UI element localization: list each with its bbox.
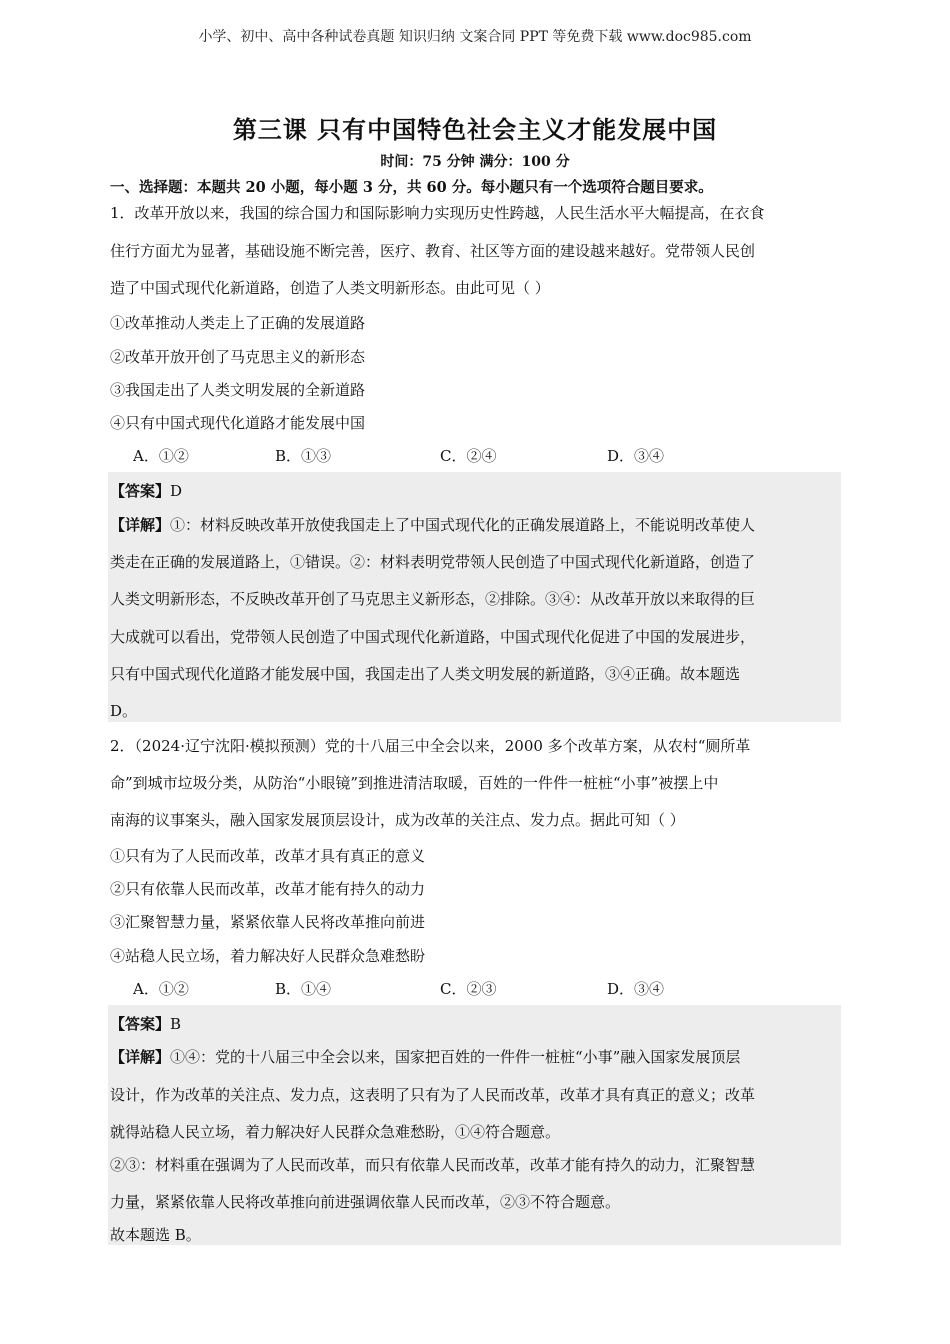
q1-option-b: B．①③ (275, 447, 332, 465)
q2-explanation-line: ②③：材料重在强调为了人民而改革，而只有依靠人民而改革，改革才能有持久的动力，汇聚智慧 (110, 1156, 756, 1174)
q2-explanation-line (110, 1046, 740, 1067)
q2-explanation-line: 就得站稳人民立场，着力解决好人民群众急难愁盼，①④符合题意。 (110, 1123, 561, 1141)
q2-statement: ③汇聚智慧力量，紧紧依靠人民将改革推向前进 (110, 913, 426, 931)
q1-explanation-line: D。 (110, 702, 138, 720)
q2-explanation-line: 故本题选 B。 (110, 1226, 201, 1244)
q1-explanation-text: ①：材料反映改革开放使我国走上了中国式现代化的正确发展道路上，不能说明改革使人 (170, 516, 756, 534)
q2-explanation-text: ①④：党的十八届三中全会以来，国家把百姓的一件件一桩桩“小事”融入国家发展顶层 (170, 1048, 741, 1066)
q2-option-d: D．③④ (607, 980, 665, 998)
q1-explanation-line: 大成就可以看出，党带领人民创造了中国式现代化新道路，中国式现代化促进了中国的发展进步， (110, 628, 756, 646)
q1-statement: ③我国走出了人类文明发展的全新道路 (110, 381, 366, 399)
q2-statement: ④站稳人民立场，着力解决好人民群众急难愁盼 (110, 947, 426, 965)
page-title: 第三课 只有中国特色社会主义才能发展中国 (232, 115, 718, 144)
q1-explain-label: 【详解】 (110, 516, 171, 534)
q2-option-b: B．①④ (275, 980, 332, 998)
q1-explanation-line (110, 514, 755, 535)
q2-stem-line: 南海的议事案头，融入国家发展顶层设计，成为改革的关注点、发力点。据此可知（ ） (110, 811, 685, 829)
section-heading: 一、选择题：本题共 20 小题，每小题 3 分，共 60 分。每小题只有一个选项符合题目要求。 (110, 179, 713, 196)
q2-answer-value: B (170, 1015, 182, 1033)
q2-explanation-line: 设计，作为改革的关注点、发力点，这表明了只有为了人民而改革，改革才具有真正的意义；改革 (110, 1086, 756, 1104)
q1-statement: ①改革推动人类走上了正确的发展道路 (110, 314, 366, 332)
q1-explanation-line: 类走在正确的发展道路上，①错误。②：材料表明党带领人民创造了中国式现代化新道路，创造了 (110, 553, 756, 571)
q1-statement: ②改革开放开创了马克思主义的新形态 (110, 348, 366, 366)
q1-stem-line: 住行方面尤为显著，基础设施不断完善，医疗、教育、社区等方面的建设越来越好。党带领人民创 (110, 242, 756, 260)
q1-answer-label: 【答案】 (110, 482, 171, 500)
q1-answer-value: D (170, 482, 183, 500)
q1-option-a: A．①② (133, 447, 189, 465)
q1-answer (110, 480, 182, 501)
q2-stem-line: 命”到城市垃圾分类，从防治“小眼镜”到推进清洁取暖，百姓的一件件一桩桩“小事”被摆上中 (110, 774, 719, 792)
q2-explanation-line: 力量，紧紧依靠人民将改革推向前进强调依靠人民而改革，②③不符合题意。 (110, 1193, 621, 1211)
site-banner: 小学、初中、高中各种试卷真题 知识归纳 文案合同 PPT 等免费下载 www.doc985.com (198, 29, 752, 45)
q1-explanation-line: 人类文明新形态，不反映改革开创了马克思主义新形态，②排除。③④：从改革开放以来取得的巨 (110, 590, 756, 608)
q1-option-d: D．③④ (607, 447, 665, 465)
q1-stem-line: 造了中国式现代化新道路，创造了人类文明新形态。由此可见（ ） (110, 279, 550, 297)
q1-statement: ④只有中国式现代化道路才能发展中国 (110, 414, 366, 432)
q2-answer-label: 【答案】 (110, 1015, 171, 1033)
q2-statement: ②只有依靠人民而改革，改革才能有持久的动力 (110, 880, 426, 898)
q2-answer (110, 1013, 181, 1034)
q2-stem-line: 2．（2024·辽宁沈阳·模拟预测）党的十八届三中全会以来，2000 多个改革方案，从农村“厕所革 (110, 737, 751, 755)
q2-option-a: A．①② (133, 980, 189, 998)
q2-explain-label: 【详解】 (110, 1048, 171, 1066)
exam-info: 时间：75 分钟 满分：100 分 (380, 154, 570, 170)
q2-statement: ①只有为了人民而改革，改革才具有真正的意义 (110, 847, 426, 865)
q2-option-c: C．②③ (440, 980, 497, 998)
q1-option-c: C．②④ (440, 447, 497, 465)
q1-explanation-line: 只有中国式现代化道路才能发展中国，我国走出了人类文明发展的新道路，③④正确。故本题选 (110, 665, 741, 683)
q1-stem-line: 1．改革开放以来，我国的综合国力和国际影响力实现历史性跨越，人民生活水平大幅提高，在衣食 (110, 204, 765, 222)
